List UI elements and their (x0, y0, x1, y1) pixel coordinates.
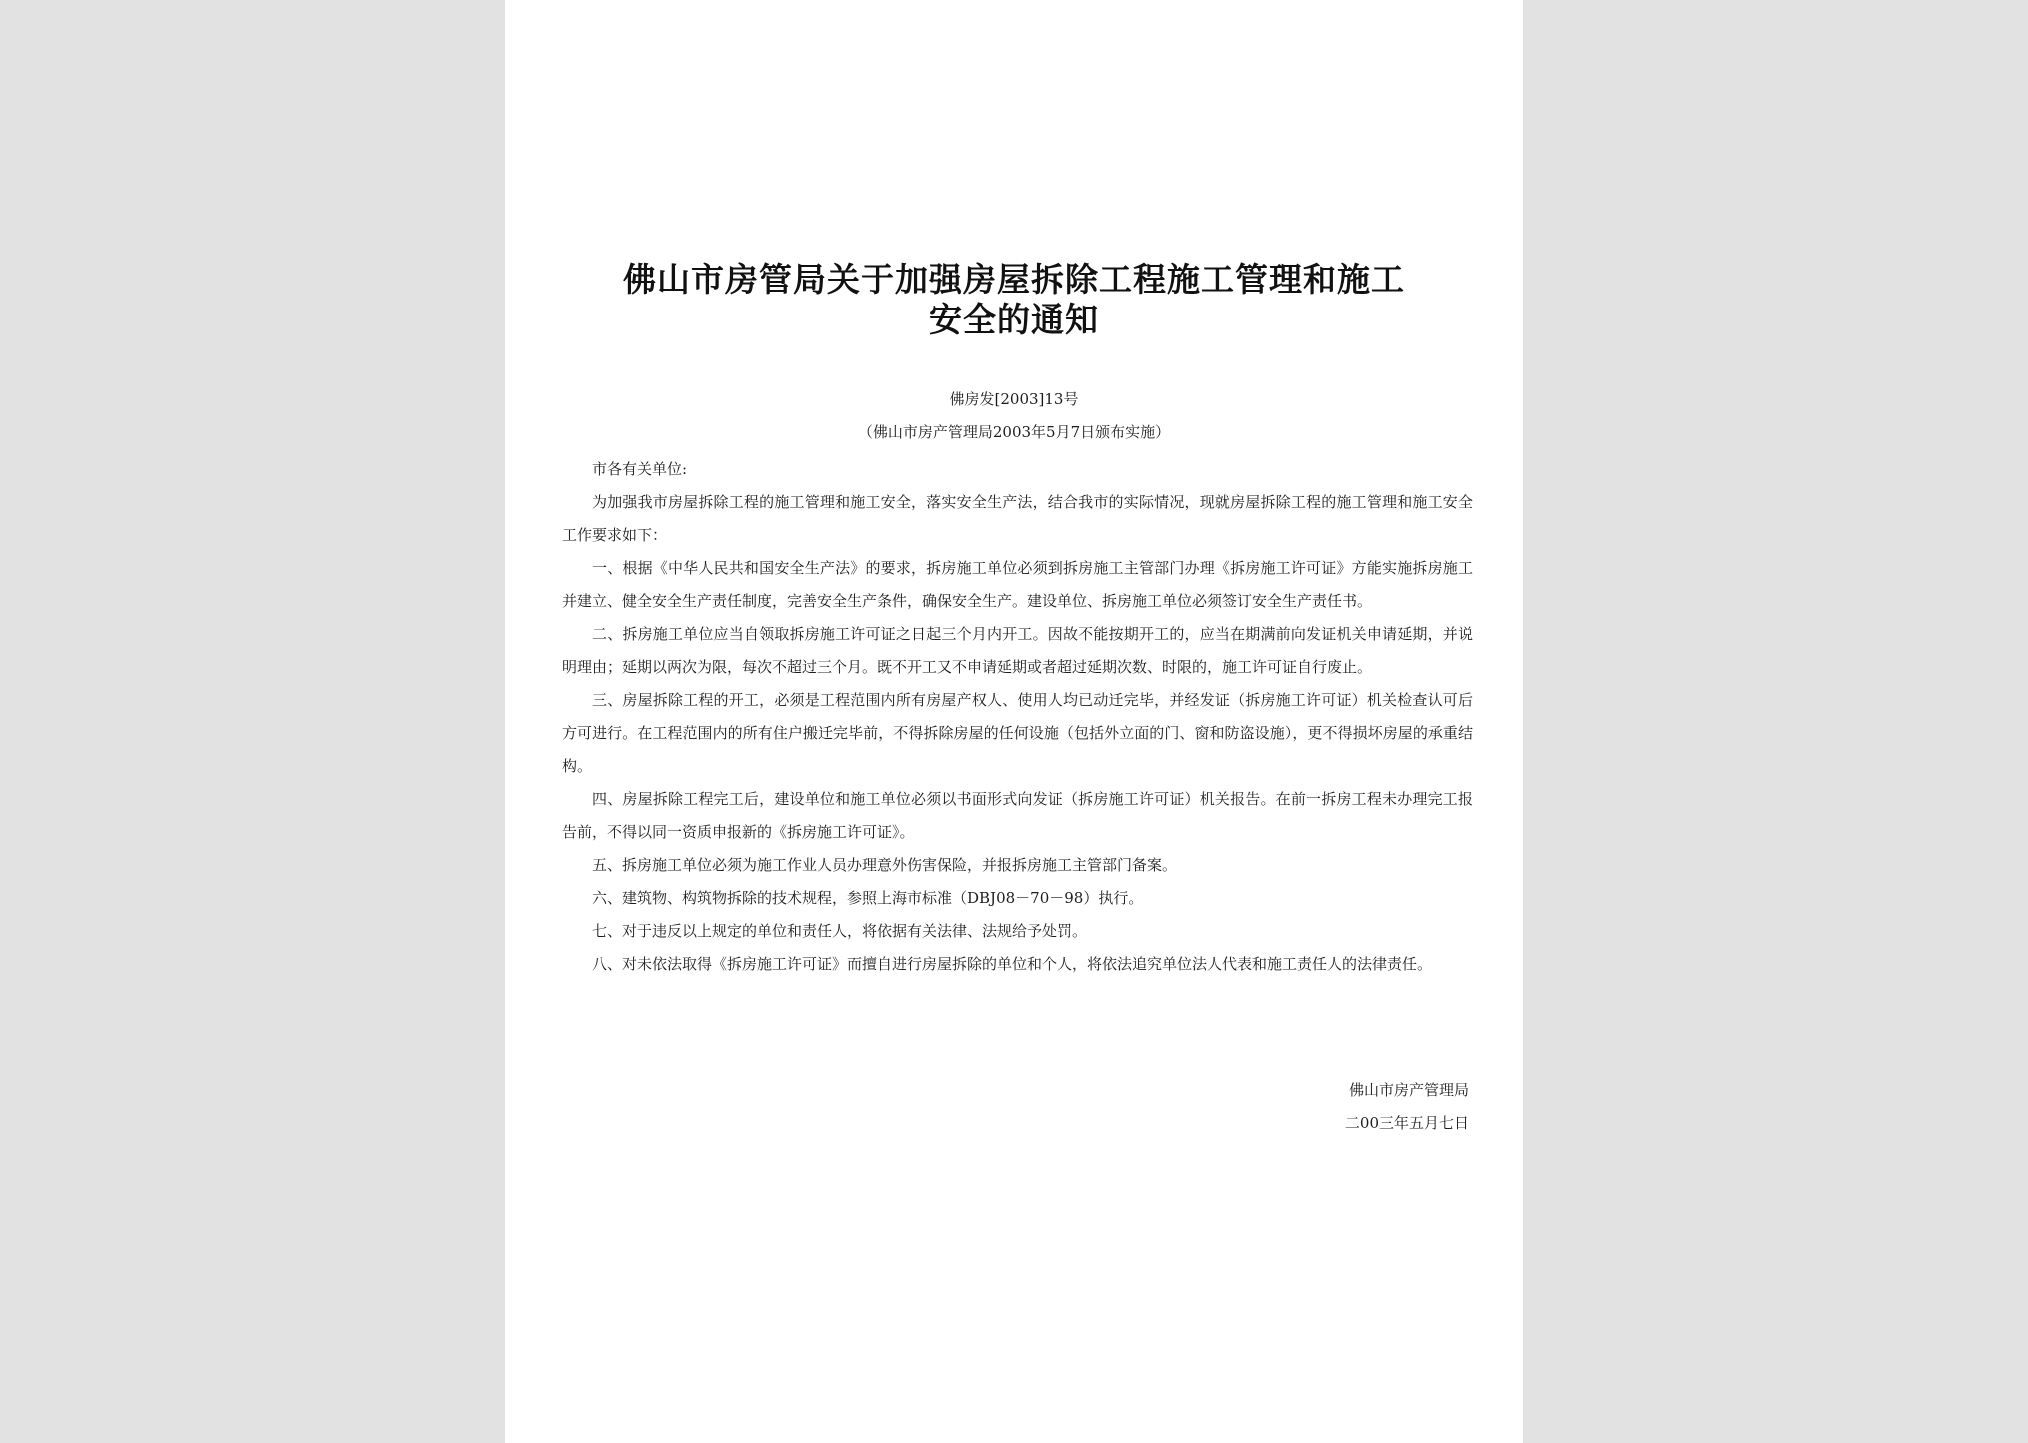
title-line-2: 安全的通知 (929, 300, 1099, 339)
issued-note: （佛山市房产管理局2003年5月7日颁布实施） (857, 423, 1171, 441)
paragraph-item-7: 七、对于违反以上规定的单位和责任人，将依据有关法律、法规给予处罚。 (592, 922, 1088, 940)
title-line-1: 佛山市房管局关于加强房屋拆除工程施工管理和施工 (623, 260, 1405, 299)
paragraph-item-5: 五、拆房施工单位必须为施工作业人员办理意外伤害保险，并报拆房施工主管部门备案。 (592, 856, 1178, 874)
document-body (562, 453, 1473, 981)
paragraph-item-8: 八、对未依法取得《拆房施工许可证》而擅自进行房屋拆除的单位和个人，将依法追究单位法人代表和施工责任人的法律责任。 (592, 955, 1433, 973)
document-number: 佛房发[2003]13号 (949, 390, 1079, 408)
paragraph-intro: 为加强我市房屋拆除工程的施工管理和施工安全，落实安全生产法，结合我市的实际情况，现就房屋拆除工程的施工管理和施工安全工作要求如下： (562, 493, 1473, 544)
paragraph-item-4: 四、房屋拆除工程完工后，建设单位和施工单位必须以书面形式向发证（拆房施工许可证）机关报告。在前一拆房工程未办理完工报告前，不得以同一资质申报新的《拆房施工许可证》。 (562, 790, 1473, 841)
paragraph-item-1: 一、根据《中华人民共和国安全生产法》的要求，拆房施工单位必须到拆房施工主管部门办理《拆房施工许可证》方能实施拆房施工并建立、健全安全生产责任制度，完善安全生产条件，确保安全生产。建设单位、拆房施工单位必须签订安全生产责任书。 (562, 559, 1473, 610)
signature-date: 二00三年五月七日 (1344, 1114, 1469, 1132)
document-title (505, 260, 1523, 340)
salutation: 市各有关单位: (592, 460, 688, 478)
signature-organization: 佛山市房产管理局 (1348, 1081, 1469, 1099)
paragraph-item-2: 二、拆房施工单位应当自领取拆房施工许可证之日起三个月内开工。因故不能按期开工的，应当在期满前向发证机关申请延期，并说明理由；延期以两次为限，每次不超过三个月。既不开工又不申请延期或者超过延期次数、时限的，施工许可证自行废止。 (562, 625, 1473, 676)
document-page (505, 0, 1523, 1443)
paragraph-item-6: 六、建筑物、构筑物拆除的技术规程，参照上海市标准（DBJ08－70－98）执行。 (592, 889, 1144, 907)
paragraph-item-3: 三、房屋拆除工程的开工，必须是工程范围内所有房屋产权人、使用人均已动迁完毕，并经发证（拆房施工许可证）机关检查认可后方可进行。在工程范围内的所有住户搬迁完毕前，不得拆除房屋的任何设施（包括外立面的门、窗和防盗设施），更不得损坏房屋的承重结构。 (562, 691, 1473, 775)
